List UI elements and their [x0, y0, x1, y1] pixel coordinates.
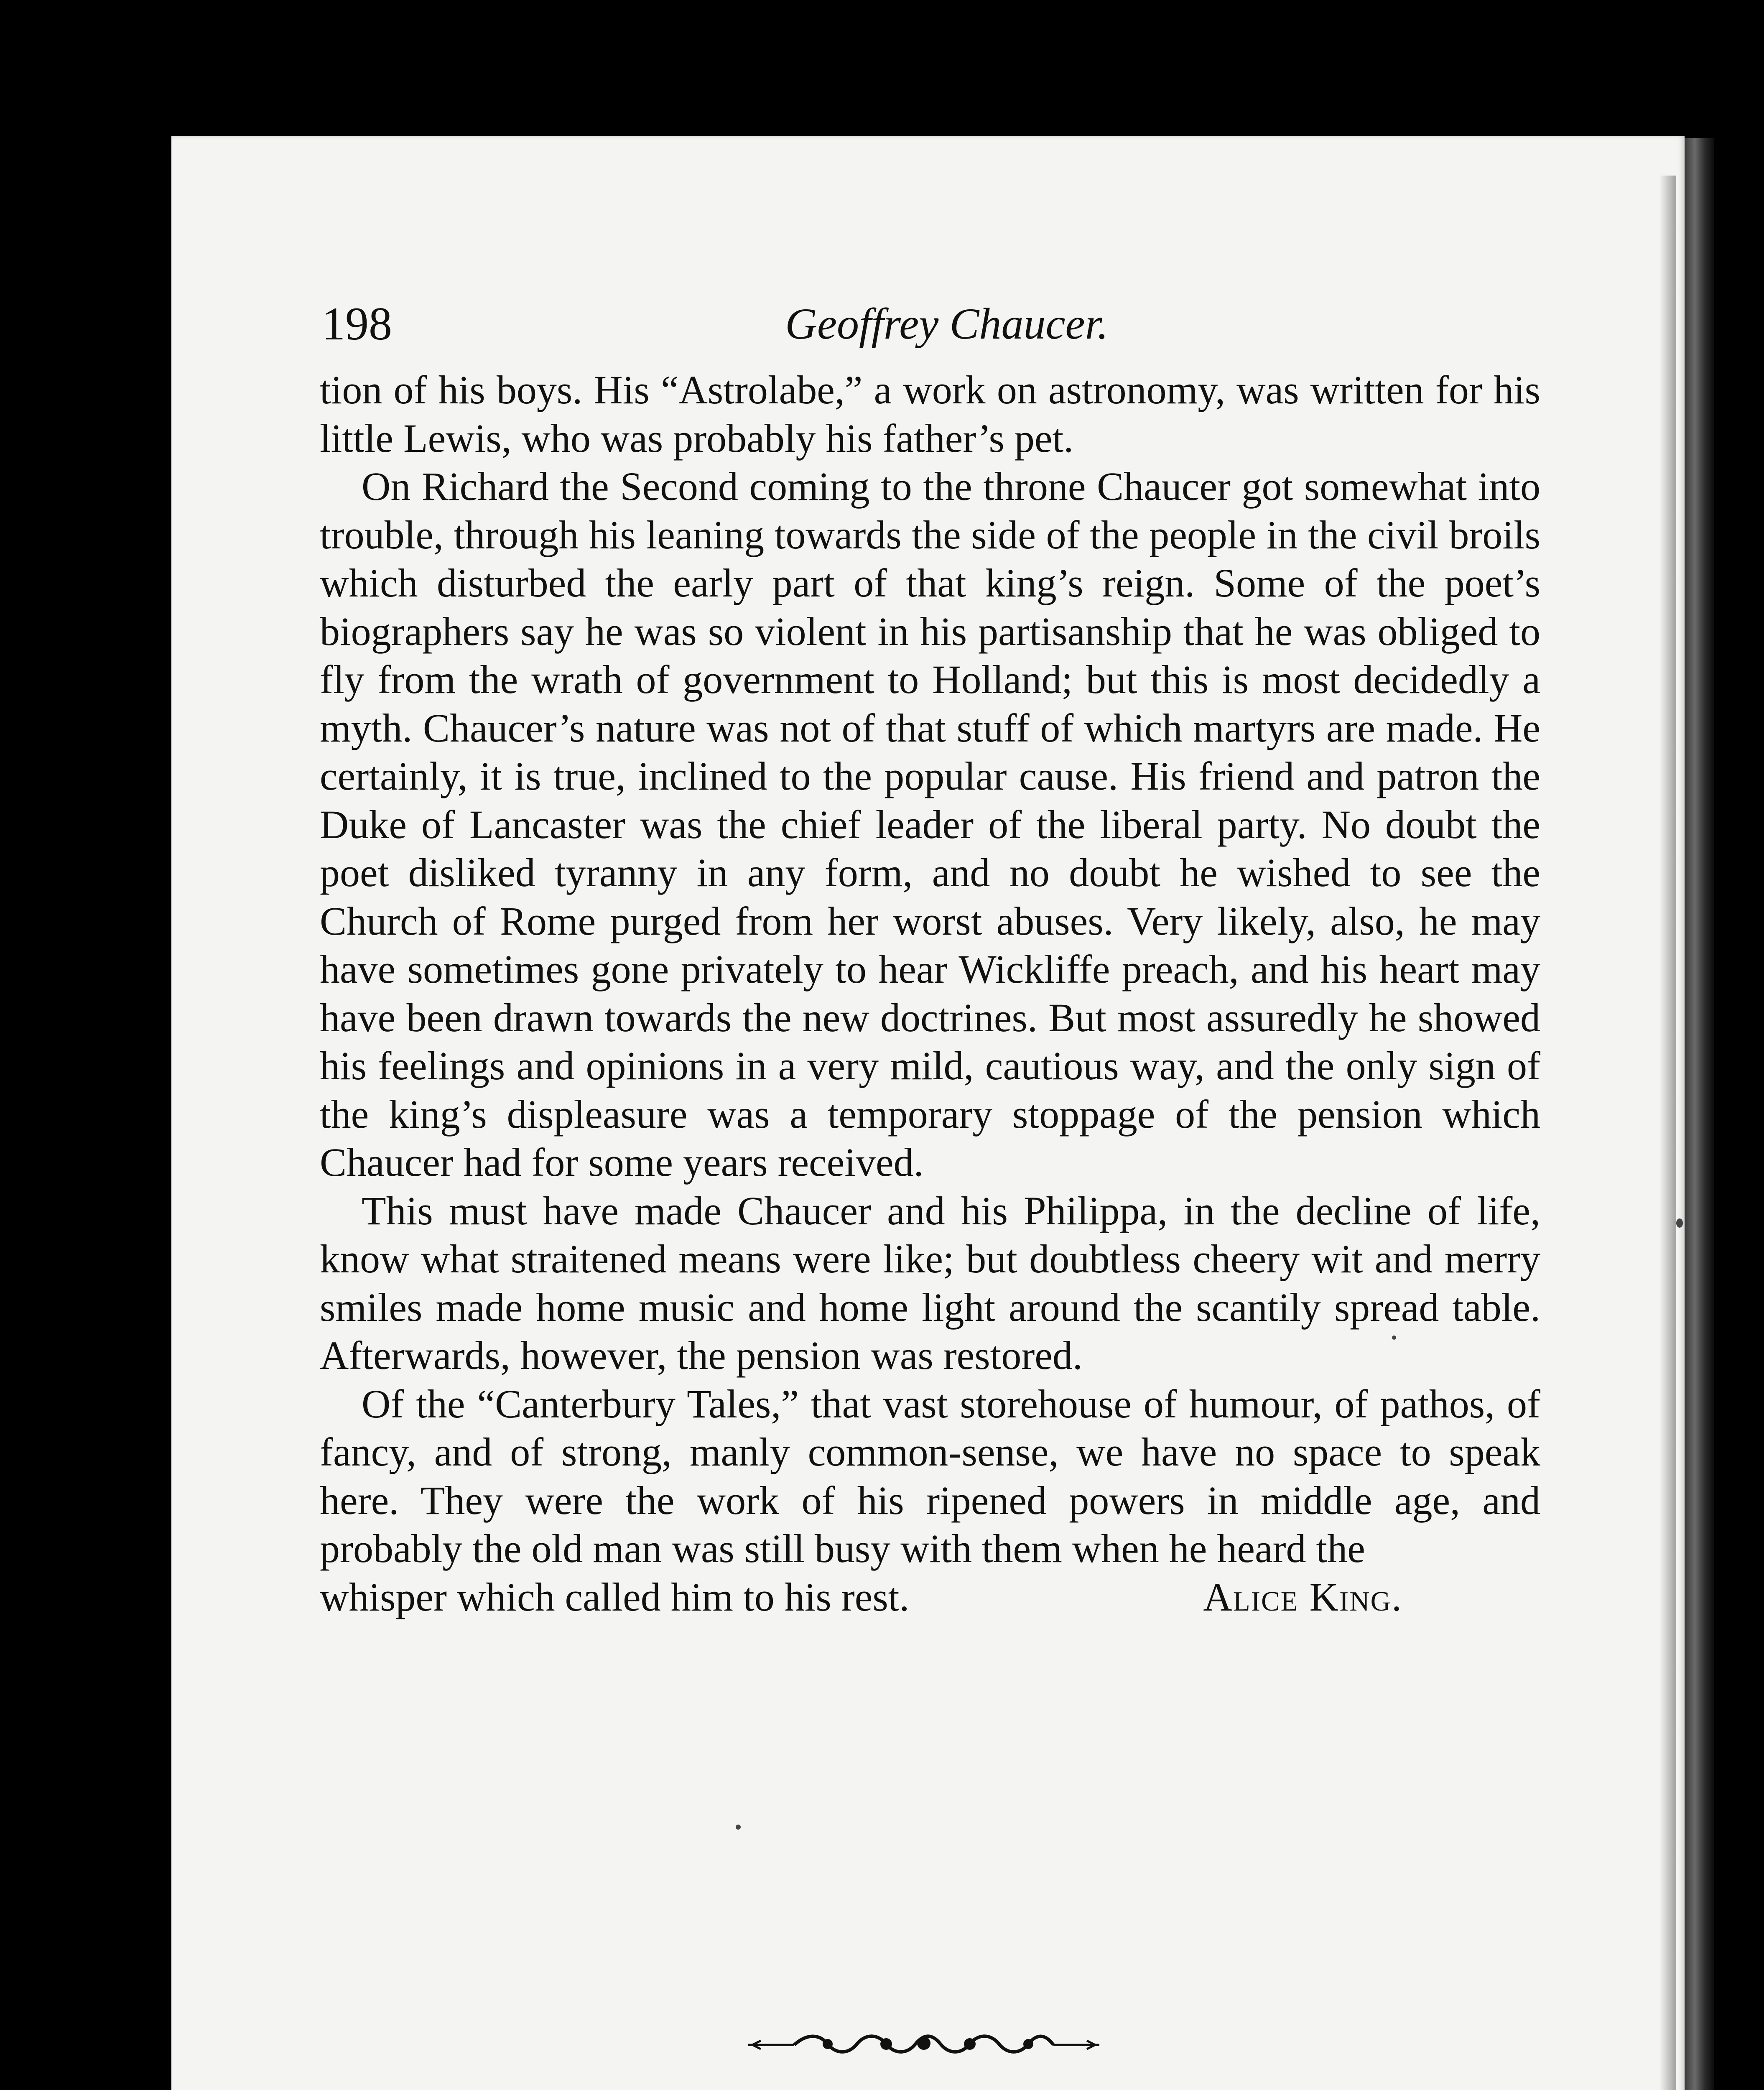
print-speck: [736, 1825, 741, 1830]
paragraph: This must have made Chaucer and his Philippa, in the decline of life, know what straitened means were like; but doubtless cheery wit and merry smiles made home music and home light around the scantily spread table. Afterwards, however, the pension was restored.: [320, 1188, 1540, 1378]
running-header: [322, 293, 1534, 355]
closing-line: [320, 1573, 1540, 1621]
closing-text: whisper which called him to his rest.: [320, 1574, 910, 1619]
paragraph: Of the “Canterbury Tales,” that vast storehouse of humour, of pathos, of fancy, and of strong, manly common-sense, we have no space to speak here. They were the work of his ripened powers in middle age, and probably the old man was still busy with them when he heard the: [320, 1381, 1540, 1571]
floral-ornament-icon: [744, 2031, 1104, 2057]
page-edge-shadow: [1659, 176, 1676, 2090]
author-signature: Alice King.: [1203, 1574, 1402, 1619]
paragraph: On Richard the Second coming to the throne Chaucer got somewhat into trouble, through his leaning towards the side of the people in the civil broils which disturbed the early part of that king’s reign. Some of the poet’s biographers say he was so violent in his partisanship that he was obliged to fly from the wrath of government to Holland; but this is most decidedly a myth. Chaucer’s nature was not of that stuff of which martyrs are made. He certainly, it is true, inclined to the popular cause. His friend and patron the Duke of Lancaster was the chief leader of the liberal party. No doubt the poet disliked tyranny in any form, and no doubt he wished to see the Church of Rome purged from her worst abuses. Very likely, also, he may have sometimes gone privately to hear Wickliffe preach, and his heart may have been drawn towards the new doctrines. But most assuredly he showed his feelings and opinions in a very mild, cautious way, and the only sign of the king’s displeasure was a temporary stoppage of the pension which Chaucer had for some years received.: [320, 464, 1540, 1185]
page-number: 198: [322, 298, 392, 350]
book-edge: [1685, 138, 1714, 2090]
paragraph-continuation: tion of his boys. His “Astrolabe,” a work on astronomy, was written for his little Lewis, who was probably his father’s pet.: [320, 367, 1540, 461]
article-body: [320, 366, 1540, 1621]
print-speck: [1676, 1218, 1683, 1228]
running-title: Geoffrey Chaucer.: [785, 299, 1109, 348]
